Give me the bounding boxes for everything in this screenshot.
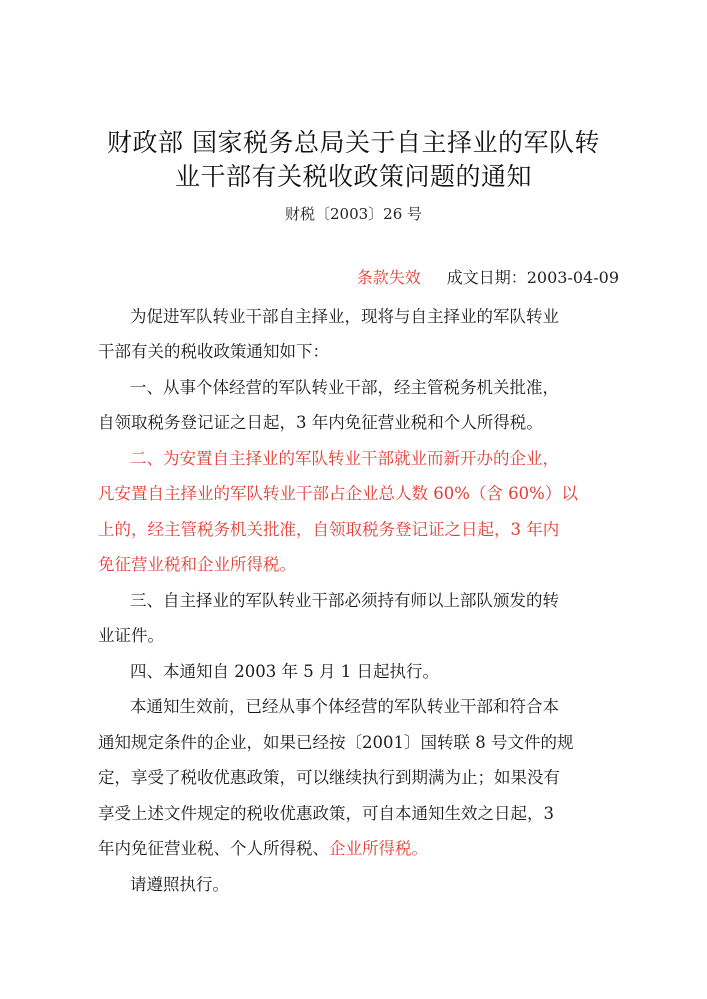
body-line: 自领取税务登记证之日起，3 年内免征营业税和个人所得税。 xyxy=(98,413,543,432)
status-date-line xyxy=(357,265,619,288)
body-line-highlighted: 上的，经主管税务机关批准，自领取税务登记证之日起，3 年内 xyxy=(98,520,560,539)
body-line: 为促进军队转业干部自主择业，现将与自主择业的军队转业 xyxy=(130,307,559,326)
document-title-line-2: 业干部有关税收政策问题的通知 xyxy=(174,162,532,191)
body-line: 定，享受了税收优惠政策，可以继续执行到期满为止；如果没有 xyxy=(98,768,560,787)
body-line: 四、本通知自 2003 年 5 月 1 日起执行。 xyxy=(130,662,439,681)
body-line-red-tail: 企业所得税。 xyxy=(329,839,428,858)
document-title-line-1: 财政部 国家税务总局关于自主择业的军队转 xyxy=(107,128,600,157)
body-line-text: 年内免征营业税、个人所得税、 xyxy=(98,839,329,858)
body-line: 本通知生效前，已经从事个体经营的军队转业干部和符合本 xyxy=(130,697,559,716)
body-line-highlighted: 凡安置自主择业的军队转业干部占企业总人数 60%（含 60%）以 xyxy=(98,484,578,503)
body-line: 请遵照执行。 xyxy=(130,875,229,894)
body-line: 干部有关的税收政策通知如下： xyxy=(98,342,329,361)
body-line: 通知规定条件的企业，如果已经按〔2001〕国转联 8 号文件的规 xyxy=(98,733,574,752)
body-line-mixed xyxy=(98,835,618,859)
date-label: 成文日期： xyxy=(446,268,527,287)
body-line-highlighted: 二、为安置自主择业的军队转业干部就业而新开办的企业， xyxy=(130,449,559,468)
document-number: 财税〔2003〕26 号 xyxy=(284,205,423,223)
body-line-highlighted: 免征营业税和企业所得税。 xyxy=(98,555,296,574)
body-line: 业证件。 xyxy=(98,626,164,645)
body-line: 一、从事个体经营的军队转业干部，经主管税务机关批准， xyxy=(130,378,559,397)
body-line: 三、自主择业的军队转业干部必须持有师以上部队颁发的转 xyxy=(130,591,559,610)
status-badge: 条款失效 xyxy=(356,268,421,287)
body-line: 享受上述文件规定的税收优惠政策，可自本通知生效之日起，3 xyxy=(98,804,554,823)
date-value: 2003-04-09 xyxy=(526,268,619,287)
